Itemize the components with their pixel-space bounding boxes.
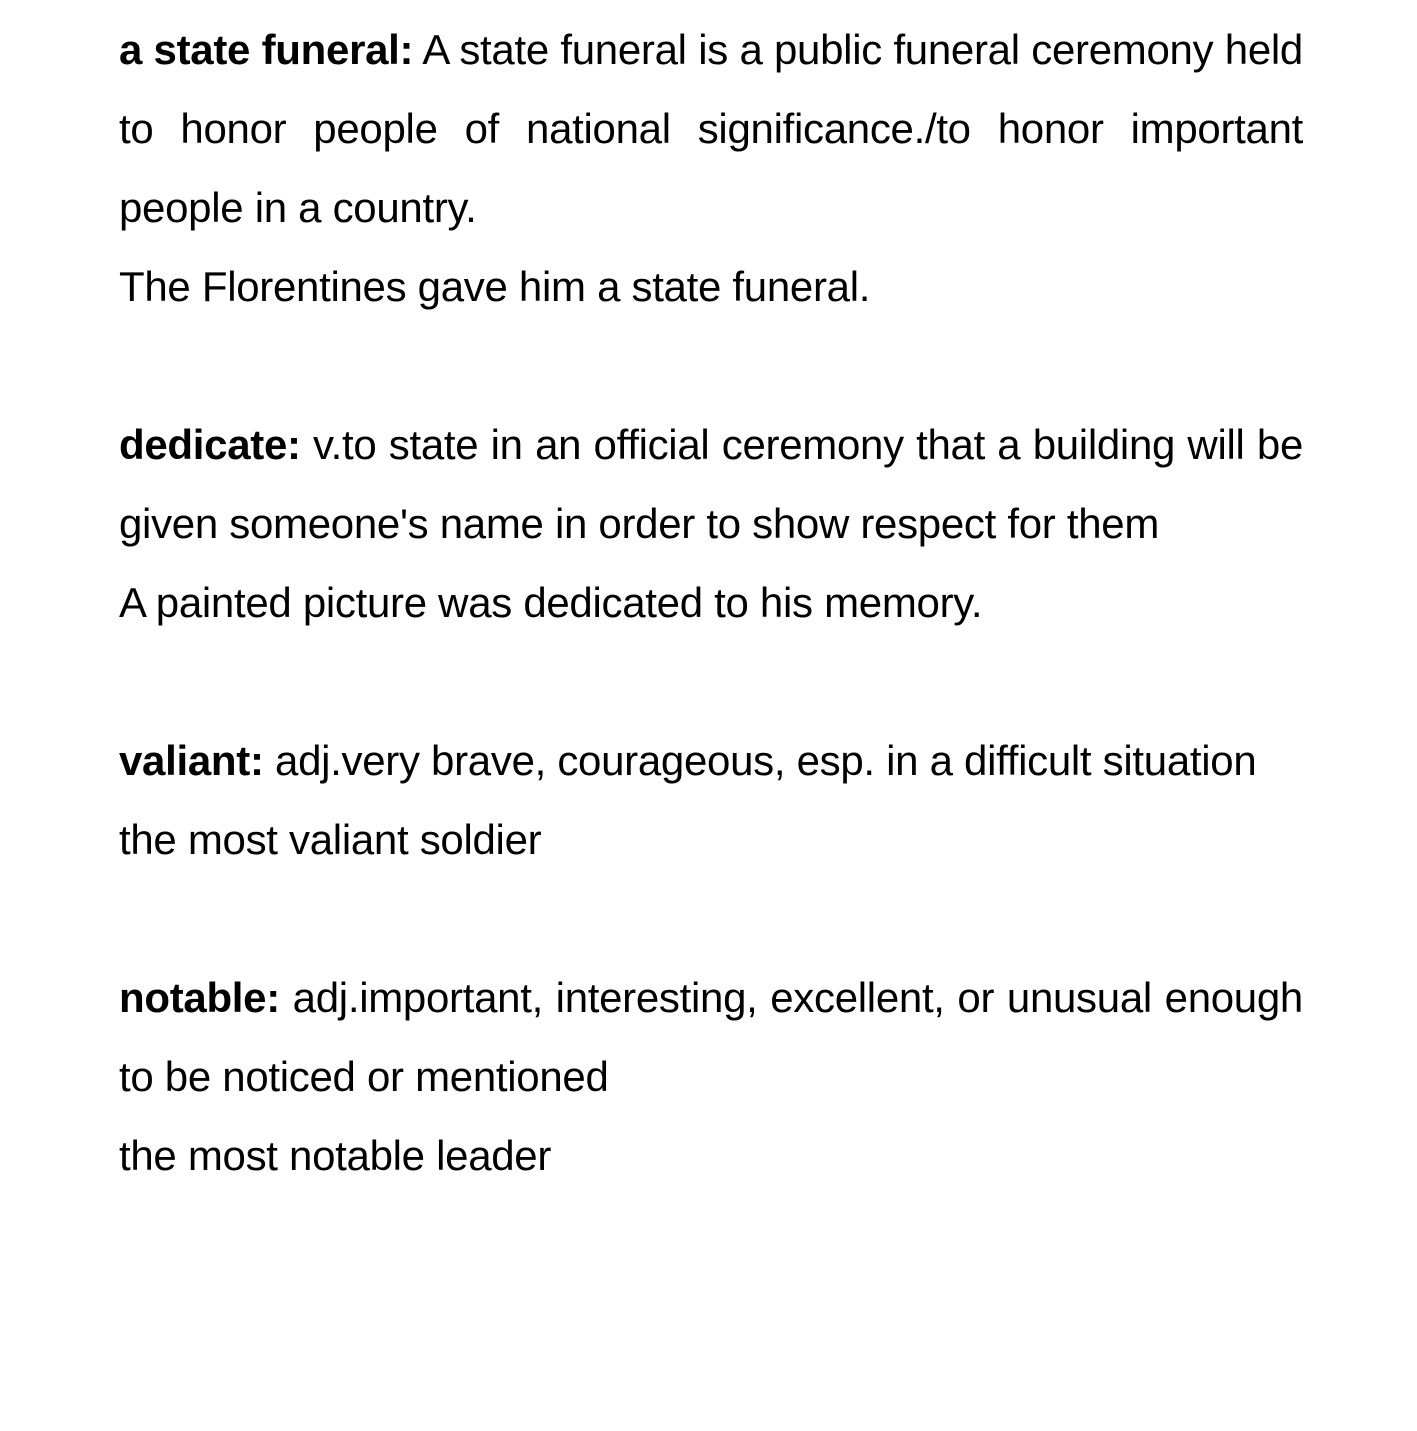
definition-text: adj.important, interesting, excellent, or unusual enough to be noticed or mentioned [119, 974, 1303, 1100]
vocab-entry-state-funeral [119, 10, 1303, 326]
example-sentence: the most notable leader [119, 1132, 552, 1179]
definition-paragraph [119, 721, 1303, 800]
vocabulary-document [119, 10, 1303, 1274]
vocab-entry-dedicate [119, 405, 1303, 642]
definition-text: adj.very brave, courageous, esp. in a difficult situation [275, 737, 1257, 784]
definition-paragraph [119, 958, 1303, 1116]
term-label: notable: [119, 974, 280, 1021]
term-label: dedicate: [119, 421, 301, 468]
vocab-entry-valiant [119, 721, 1303, 879]
example-sentence: the most valiant soldier [119, 816, 542, 863]
term-label: a state funeral: [119, 26, 414, 73]
definition-paragraph [119, 10, 1303, 247]
definition-text: A state funeral is a public funeral ceremony held to honor people of national significance./to honor important people in a country. [119, 26, 1303, 231]
definition-text: v.to state in an official ceremony that a building will be given someone's name in order to show respect for them [119, 421, 1303, 547]
example-sentence: A painted picture was dedicated to his memory. [119, 579, 983, 626]
vocab-entry-notable [119, 958, 1303, 1195]
term-label: valiant: [119, 737, 264, 784]
example-sentence: The Florentines gave him a state funeral. [119, 263, 871, 310]
definition-paragraph [119, 405, 1303, 563]
